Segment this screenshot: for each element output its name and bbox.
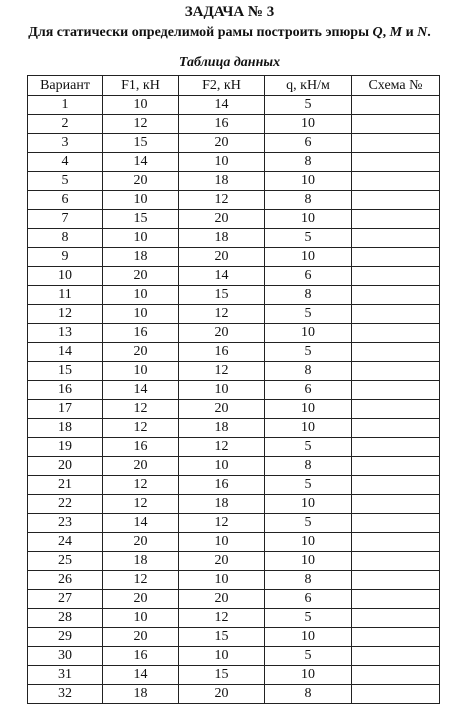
- cell-f2: 12: [179, 305, 265, 324]
- column-header-f2: F2, кН: [179, 76, 265, 96]
- cell-f2: 10: [179, 533, 265, 552]
- cell-f2: 16: [179, 115, 265, 134]
- cell-scheme: [352, 685, 440, 704]
- cell-variant: 3: [28, 134, 103, 153]
- table-row: [28, 305, 440, 324]
- cell-f2: 14: [179, 267, 265, 286]
- cell-q: 10: [265, 115, 352, 134]
- cell-f1: 10: [103, 362, 179, 381]
- cell-f1: 10: [103, 286, 179, 305]
- cell-f2: 20: [179, 400, 265, 419]
- cell-f1: 16: [103, 324, 179, 343]
- cell-scheme: [352, 362, 440, 381]
- task-title: ЗАДАЧА № 3: [184, 4, 275, 20]
- table-row: [28, 609, 440, 628]
- table-row: [28, 248, 440, 267]
- cell-q: 10: [265, 400, 352, 419]
- cell-f1: 12: [103, 571, 179, 590]
- table-row: [28, 476, 440, 495]
- cell-q: 10: [265, 324, 352, 343]
- cell-q: 10: [265, 666, 352, 685]
- cell-q: 10: [265, 172, 352, 191]
- table-row: [28, 400, 440, 419]
- table-row: [28, 172, 440, 191]
- cell-scheme: [352, 96, 440, 115]
- cell-scheme: [352, 476, 440, 495]
- cell-variant: 1: [28, 96, 103, 115]
- cell-scheme: [352, 419, 440, 438]
- cell-f2: 20: [179, 552, 265, 571]
- cell-q: 10: [265, 552, 352, 571]
- cell-q: 8: [265, 286, 352, 305]
- cell-f2: 18: [179, 229, 265, 248]
- cell-f1: 20: [103, 343, 179, 362]
- table-row: [28, 134, 440, 153]
- cell-f2: 18: [179, 495, 265, 514]
- symbol-m: M: [389, 25, 403, 40]
- cell-f2: 12: [179, 609, 265, 628]
- cell-variant: 10: [28, 267, 103, 286]
- cell-f2: 16: [179, 343, 265, 362]
- cell-scheme: [352, 381, 440, 400]
- cell-variant: 14: [28, 343, 103, 362]
- cell-scheme: [352, 628, 440, 647]
- cell-variant: 31: [28, 666, 103, 685]
- cell-variant: 21: [28, 476, 103, 495]
- cell-variant: 9: [28, 248, 103, 267]
- cell-scheme: [352, 571, 440, 590]
- cell-scheme: [352, 324, 440, 343]
- cell-scheme: [352, 552, 440, 571]
- cell-variant: 24: [28, 533, 103, 552]
- cell-variant: 23: [28, 514, 103, 533]
- cell-scheme: [352, 533, 440, 552]
- cell-f1: 12: [103, 476, 179, 495]
- column-header-scheme: Схема №: [352, 76, 440, 96]
- cell-f1: 16: [103, 438, 179, 457]
- table-row: [28, 381, 440, 400]
- cell-q: 8: [265, 457, 352, 476]
- cell-f2: 15: [179, 628, 265, 647]
- cell-variant: 5: [28, 172, 103, 191]
- cell-q: 6: [265, 590, 352, 609]
- table-row: [28, 229, 440, 248]
- cell-f1: 14: [103, 514, 179, 533]
- cell-scheme: [352, 286, 440, 305]
- cell-q: 6: [265, 134, 352, 153]
- cell-scheme: [352, 438, 440, 457]
- cell-f1: 20: [103, 457, 179, 476]
- cell-q: 10: [265, 210, 352, 229]
- cell-f1: 10: [103, 191, 179, 210]
- cell-q: 5: [265, 647, 352, 666]
- table-row: [28, 191, 440, 210]
- table-row: [28, 267, 440, 286]
- table-caption: Таблица данных: [178, 55, 281, 70]
- cell-f2: 20: [179, 590, 265, 609]
- cell-f2: 20: [179, 134, 265, 153]
- cell-f1: 15: [103, 134, 179, 153]
- table-row: [28, 571, 440, 590]
- table-body: [28, 96, 440, 704]
- cell-variant: 30: [28, 647, 103, 666]
- table-row: [28, 438, 440, 457]
- cell-f1: 10: [103, 229, 179, 248]
- cell-variant: 7: [28, 210, 103, 229]
- table-row: [28, 153, 440, 172]
- table-row: [28, 419, 440, 438]
- cell-f1: 14: [103, 153, 179, 172]
- cell-variant: 12: [28, 305, 103, 324]
- cell-f1: 20: [103, 267, 179, 286]
- cell-variant: 15: [28, 362, 103, 381]
- cell-scheme: [352, 495, 440, 514]
- cell-f2: 14: [179, 96, 265, 115]
- cell-scheme: [352, 457, 440, 476]
- cell-scheme: [352, 134, 440, 153]
- cell-q: 8: [265, 153, 352, 172]
- cell-variant: 19: [28, 438, 103, 457]
- cell-variant: 28: [28, 609, 103, 628]
- cell-q: 8: [265, 362, 352, 381]
- cell-scheme: [352, 115, 440, 134]
- cell-q: 5: [265, 476, 352, 495]
- table-row: [28, 343, 440, 362]
- cell-f2: 15: [179, 666, 265, 685]
- table-row: [28, 286, 440, 305]
- cell-variant: 26: [28, 571, 103, 590]
- cell-q: 10: [265, 419, 352, 438]
- table-row: [28, 514, 440, 533]
- cell-variant: 13: [28, 324, 103, 343]
- cell-scheme: [352, 172, 440, 191]
- cell-variant: 29: [28, 628, 103, 647]
- cell-scheme: [352, 210, 440, 229]
- task-statement: [0, 24, 459, 41]
- cell-f2: 10: [179, 381, 265, 400]
- table-row: [28, 685, 440, 704]
- cell-q: 10: [265, 495, 352, 514]
- cell-variant: 16: [28, 381, 103, 400]
- cell-f2: 20: [179, 210, 265, 229]
- cell-scheme: [352, 666, 440, 685]
- table-row: [28, 96, 440, 115]
- cell-f2: 10: [179, 153, 265, 172]
- cell-f1: 18: [103, 248, 179, 267]
- cell-f1: 10: [103, 305, 179, 324]
- cell-q: 10: [265, 628, 352, 647]
- cell-f2: 10: [179, 457, 265, 476]
- cell-f1: 18: [103, 685, 179, 704]
- cell-q: 8: [265, 191, 352, 210]
- cell-q: 6: [265, 267, 352, 286]
- cell-f1: 12: [103, 115, 179, 134]
- cell-f2: 10: [179, 571, 265, 590]
- cell-variant: 6: [28, 191, 103, 210]
- cell-q: 10: [265, 248, 352, 267]
- table-row: [28, 495, 440, 514]
- symbol-q: Q: [372, 25, 383, 40]
- cell-scheme: [352, 229, 440, 248]
- separator: ,: [382, 25, 390, 40]
- cell-scheme: [352, 590, 440, 609]
- cell-scheme: [352, 267, 440, 286]
- cell-q: 5: [265, 438, 352, 457]
- cell-f2: 18: [179, 172, 265, 191]
- cell-q: 5: [265, 229, 352, 248]
- cell-scheme: [352, 248, 440, 267]
- cell-scheme: [352, 647, 440, 666]
- table-row: [28, 362, 440, 381]
- cell-variant: 20: [28, 457, 103, 476]
- cell-variant: 27: [28, 590, 103, 609]
- cell-f2: 10: [179, 647, 265, 666]
- cell-f1: 20: [103, 628, 179, 647]
- period: .: [427, 25, 431, 40]
- table-header-row: [28, 76, 440, 96]
- cell-f1: 10: [103, 609, 179, 628]
- cell-scheme: [352, 400, 440, 419]
- cell-f1: 20: [103, 590, 179, 609]
- cell-scheme: [352, 153, 440, 172]
- cell-f2: 12: [179, 362, 265, 381]
- cell-f1: 15: [103, 210, 179, 229]
- table-row: [28, 457, 440, 476]
- cell-f1: 10: [103, 96, 179, 115]
- column-header-q: q, кН/м: [265, 76, 352, 96]
- cell-variant: 4: [28, 153, 103, 172]
- cell-variant: 22: [28, 495, 103, 514]
- cell-scheme: [352, 191, 440, 210]
- cell-q: 6: [265, 381, 352, 400]
- table-row: [28, 324, 440, 343]
- table-row: [28, 666, 440, 685]
- cell-f1: 14: [103, 381, 179, 400]
- table-row: [28, 210, 440, 229]
- cell-scheme: [352, 514, 440, 533]
- table-row: [28, 115, 440, 134]
- cell-q: 5: [265, 514, 352, 533]
- cell-f2: 12: [179, 514, 265, 533]
- task-statement-text: Для статически определимой рамы построить эпюры: [28, 25, 373, 40]
- cell-f2: 20: [179, 324, 265, 343]
- cell-f1: 12: [103, 495, 179, 514]
- cell-f1: 18: [103, 552, 179, 571]
- cell-q: 5: [265, 343, 352, 362]
- cell-q: 8: [265, 685, 352, 704]
- table-row: [28, 552, 440, 571]
- conjunction: и: [402, 25, 418, 40]
- cell-q: 5: [265, 96, 352, 115]
- column-header-variant: Вариант: [28, 76, 103, 96]
- cell-q: 5: [265, 609, 352, 628]
- cell-f2: 18: [179, 419, 265, 438]
- cell-f2: 12: [179, 438, 265, 457]
- cell-f2: 12: [179, 191, 265, 210]
- cell-f1: 16: [103, 647, 179, 666]
- cell-variant: 25: [28, 552, 103, 571]
- table-row: [28, 628, 440, 647]
- cell-f1: 12: [103, 400, 179, 419]
- table-row: [28, 590, 440, 609]
- symbol-n: N: [417, 25, 428, 40]
- cell-variant: 11: [28, 286, 103, 305]
- cell-f2: 15: [179, 286, 265, 305]
- table-row: [28, 647, 440, 666]
- cell-variant: 17: [28, 400, 103, 419]
- cell-variant: 32: [28, 685, 103, 704]
- cell-f1: 20: [103, 533, 179, 552]
- cell-scheme: [352, 343, 440, 362]
- table-row: [28, 533, 440, 552]
- cell-f1: 14: [103, 666, 179, 685]
- column-header-f1: F1, кН: [103, 76, 179, 96]
- cell-f2: 20: [179, 685, 265, 704]
- cell-q: 10: [265, 533, 352, 552]
- cell-f1: 12: [103, 419, 179, 438]
- cell-q: 8: [265, 571, 352, 590]
- cell-scheme: [352, 305, 440, 324]
- cell-scheme: [352, 609, 440, 628]
- cell-variant: 18: [28, 419, 103, 438]
- cell-q: 5: [265, 305, 352, 324]
- cell-f2: 20: [179, 248, 265, 267]
- cell-f1: 20: [103, 172, 179, 191]
- cell-f2: 16: [179, 476, 265, 495]
- cell-variant: 2: [28, 115, 103, 134]
- cell-variant: 8: [28, 229, 103, 248]
- data-table: [27, 75, 440, 704]
